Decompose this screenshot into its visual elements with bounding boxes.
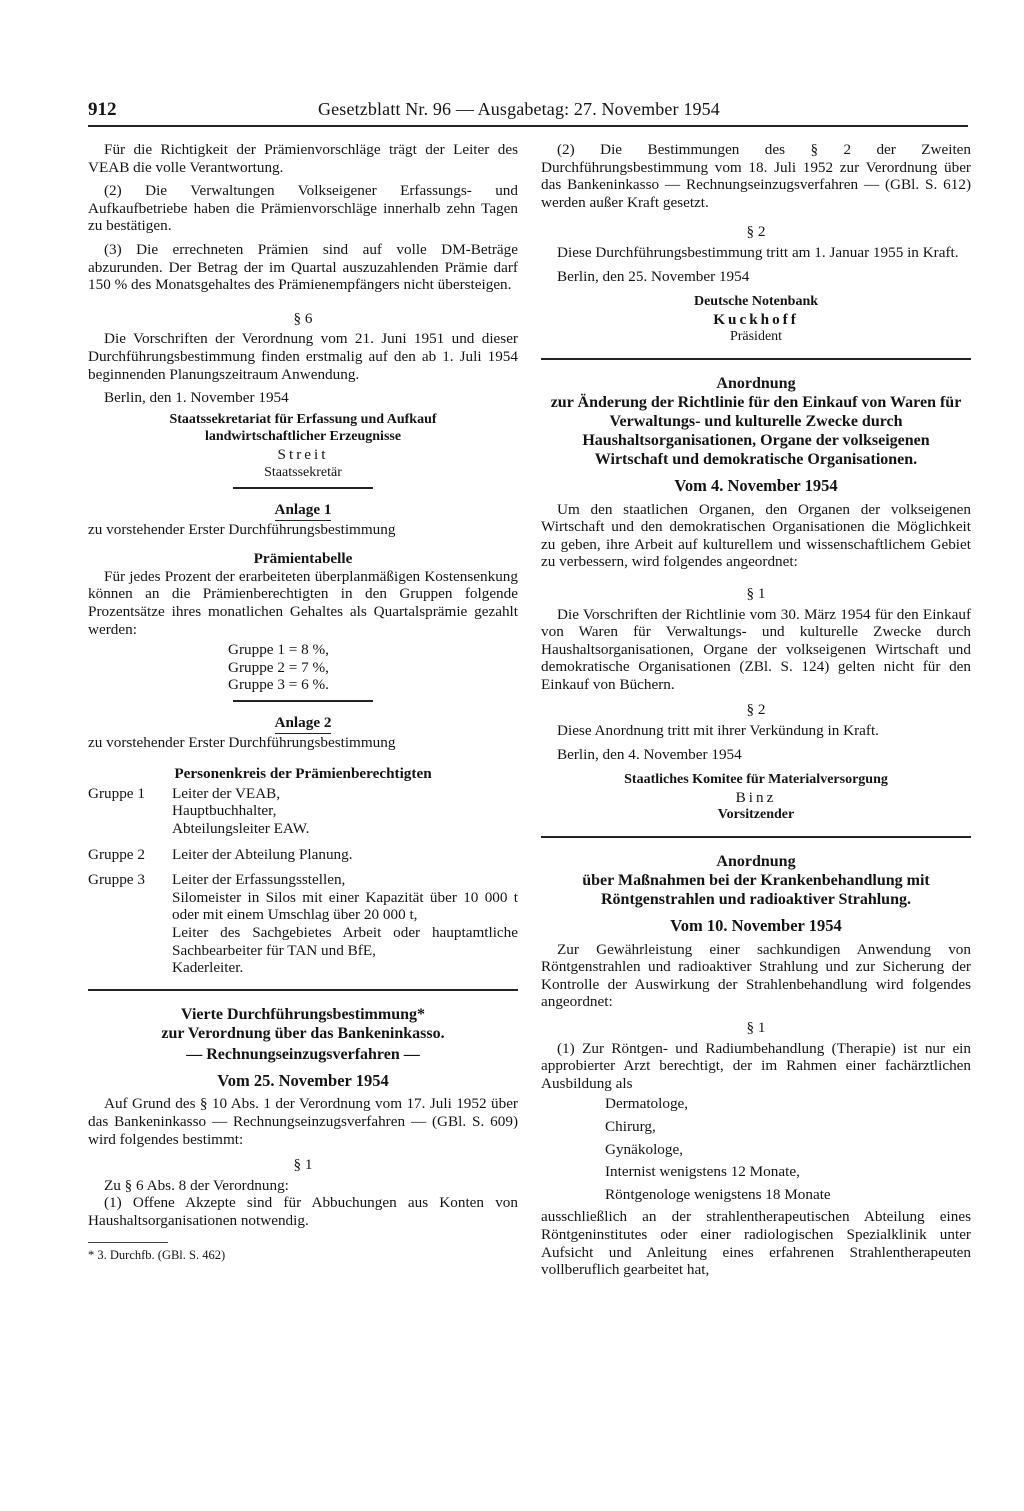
left-column xyxy=(88,141,518,1264)
section-heading: § 1 xyxy=(746,1019,766,1036)
place-date: Berlin, den 25. November 1954 xyxy=(557,267,750,285)
paragraph: (1) Offene Akzepte sind für Abbuchungen aus Konten von Haushaltsorganisationen notwendig. xyxy=(88,1194,518,1229)
section-heading: § 1 xyxy=(293,1156,313,1174)
group-member: Kaderleiter. xyxy=(172,959,244,977)
paragraph: (3) Die errechneten Prämien sind auf volle DM-Beträge abzurunden. Der Betrag der im Quartal auszuzahlenden Prämie darf 150 % des Monatsgehaltes des Prämienempfängers nicht übersteigen. xyxy=(88,240,518,294)
paragraph: Um den staatlichen Organen, den Organen der volkseigenen Wirtschaft und den demokratischen Organisationen die Möglichkeit zu geben, ihre Arbeit auf kulturellem und wissenschaftlichem Gebiet zu verbessern, wird folgendes angeordnet: xyxy=(541,500,971,571)
ordinance-subject: zur Änderung der Richtlinie für den Einkauf von Waren für Verwaltungs- und kulturelle Zwecke durch Haushaltsorganisationen, Organe der volkseigenen Wirtschaft und demokratische Organisationen. xyxy=(550,393,962,468)
group-member: Abteilungsleiter EAW. xyxy=(172,820,310,837)
issuing-authority: Deutsche Notenbank xyxy=(693,294,819,310)
paragraph: ausschließlich an der strahlentherapeutischen Abteilung eines Röntgeninstitutes oder einer radiologischen Spezialklinik unter Aufsicht und Anleitung eines erfahrenen Strahlentherapeuten vollberuflich gearbeitet hat, xyxy=(541,1208,971,1279)
list-item: Internist wenigstens 12 Monate, xyxy=(605,1163,800,1181)
issuing-authority: Staatliches Komitee für Materialversorgung xyxy=(624,772,888,788)
signer-name: Kuckhoff xyxy=(713,310,799,328)
paragraph: Die Vorschriften der Verordnung vom 21. Juni 1951 und dieser Durchführungsbestimmung finden erstmalig auf den ab 1. Juli 1954 beginnenden Planungszeitraum Anwendung. xyxy=(88,330,518,383)
rate-row: Gruppe 2 = 7 %, xyxy=(228,658,329,676)
annex-reference: zu vorstehender Erster Durchführungsbestimmung xyxy=(88,520,396,538)
ordinance-subject: über Maßnahmen bei der Krankenbehandlung mit Röntgenstrahlen und radioaktiver Strahlung. xyxy=(582,872,930,909)
footnote-divider xyxy=(88,1242,168,1243)
group-member: Leiter der VEAB, xyxy=(172,784,281,802)
rate-row: Gruppe 1 = 8 %, xyxy=(228,641,329,659)
section-heading: § 2 xyxy=(746,701,766,719)
paragraph: Zu § 6 Abs. 8 der Verordnung: xyxy=(104,1176,289,1194)
list-item: Chirurg, xyxy=(605,1117,656,1135)
ordinance-date: Vom 4. November 1954 xyxy=(674,475,838,495)
signer-title: Vorsitzender xyxy=(717,807,795,823)
divider xyxy=(541,358,971,360)
paragraph: Für jedes Prozent der erarbeiteten überplanmäßigen Kostensenkung können an die Prämienberechtigten in den Gruppen folgende Prozentsätze ihres monatlichen Gehaltes als Quartalsprämie gezahlt werden: xyxy=(88,567,518,638)
decree-title: Vierte Durchführungsbestimmung* xyxy=(180,1005,425,1023)
divider xyxy=(233,487,373,489)
section-heading: § 2 xyxy=(746,223,766,241)
rate-row: Gruppe 3 = 6 %. xyxy=(228,676,329,694)
right-column xyxy=(541,141,971,1279)
paragraph: (2) Die Verwaltungen Volkseigener Erfassungs- und Aufkaufbetriebe haben die Prämienvorschläge innerhalb zehn Tagen zu bestätigen. xyxy=(88,182,518,235)
paragraph: (1) Zur Röntgen- und Radiumbehandlung (Therapie) ist nur ein approbierter Arzt berechtigt, der im Rahmen einer fachärztlichen Ausbildung als xyxy=(541,1039,971,1092)
ordinance-date: Vom 10. November 1954 xyxy=(670,916,842,936)
group-member: Leiter des Sachgebietes Arbeit oder hauptamtliche Sachbearbeiter für TAN und BfE, xyxy=(172,923,518,959)
section-heading: § 6 xyxy=(293,309,313,327)
divider xyxy=(88,989,518,991)
paragraph: Diese Anordnung tritt mit ihrer Verkündung in Kraft. xyxy=(557,722,879,740)
list-item: Gynäkologe, xyxy=(605,1140,684,1158)
signer-title: Präsident xyxy=(729,329,783,345)
group-label: Gruppe 2 xyxy=(88,845,145,863)
annex-title: Anlage 1 xyxy=(275,501,332,521)
issuing-authority: landwirtschaftlicher Erzeugnisse xyxy=(204,429,402,445)
paragraph: Die Vorschriften der Richtlinie vom 30. März 1954 für den Einkauf von Waren für Verwaltungs- und kulturelle Zwecke durch Haushaltsorganisationen, Organe der volkseigenen Wirtschaft und demokratische Organisationen (ZBl. S. 124) gelten nicht für den Einkauf von Büchern. xyxy=(541,605,971,693)
group-label: Gruppe 3 xyxy=(88,871,145,889)
specialty-list xyxy=(605,1095,971,1203)
list-item: Dermatologe, xyxy=(605,1095,689,1113)
ordinance-title: Anordnung xyxy=(716,374,796,392)
group-entry xyxy=(88,871,518,977)
paragraph: Diese Durchführungsbestimmung tritt am 1. Januar 1955 in Kraft. xyxy=(557,243,959,261)
paragraph: Für die Richtigkeit der Prämienvorschläge trägt der Leiter des VEAB die volle Verantwortung. xyxy=(88,141,518,176)
header-title: Gesetzblatt Nr. 96 — Ausgabetag: 27. November 1954 xyxy=(318,99,720,119)
signer-name: Binz xyxy=(735,788,777,806)
section-heading: § 1 xyxy=(746,584,766,602)
annex-reference: zu vorstehender Erster Durchführungsbestimmung xyxy=(88,733,396,751)
annex-subtitle: Prämientabelle xyxy=(253,550,353,568)
group-entry xyxy=(88,846,518,864)
issuing-authority: Staatssekretariat für Erfassung und Aufkauf xyxy=(169,411,437,427)
ordinance-title: Anordnung xyxy=(716,853,796,871)
page-number: 912 xyxy=(88,99,117,120)
group-member: Silomeister in Silos mit einer Kapazität über 10 000 t oder mit einem Umschlag über 20 000 t, xyxy=(172,888,518,924)
group-member: Hauptbuchhalter, xyxy=(172,802,277,820)
group-member: Leiter der Erfassungsstellen, xyxy=(172,871,346,889)
decree-subtitle: — Rechnungseinzugsverfahren — xyxy=(186,1045,420,1063)
paragraph: (2) Die Bestimmungen des § 2 der Zweiten Durchführungsbestimmung vom 18. Juli 1952 zur Verordnung über das Bankeninkasso — Rechnungseinzugsverfahren — (GBl. S. 612) werden außer Kraft gesetzt. xyxy=(541,141,971,211)
place-date: Berlin, den 4. November 1954 xyxy=(557,745,742,763)
annex-subtitle: Personenkreis der Prämienberechtigten xyxy=(174,765,432,783)
footnote: * 3. Durchfb. (GBl. S. 462) xyxy=(88,1247,226,1262)
divider xyxy=(233,700,373,702)
decree-title: zur Verordnung über das Bankeninkasso. xyxy=(161,1024,445,1042)
signer-name: Streit xyxy=(277,445,329,463)
group-label: Gruppe 1 xyxy=(88,784,145,802)
page-header xyxy=(88,99,968,127)
paragraph: Auf Grund des § 10 Abs. 1 der Verordnung vom 17. Juli 1952 über das Bankeninkasso — Rechnungseinzugsverfahren — (GBl. S. 609) wird folgendes bestimmt: xyxy=(88,1095,518,1148)
place-date: Berlin, den 1. November 1954 xyxy=(104,389,289,407)
premium-rate-table xyxy=(228,641,518,694)
divider xyxy=(541,836,971,838)
paragraph: Zur Gewährleistung einer sachkundigen Anwendung von Röntgenstrahlen und radioaktiver Strahlung und zur Sicherung der Kontrolle der Auswirkung der Strahlenbehandlung wird folgendes angeordnet: xyxy=(541,940,971,1011)
decree-date: Vom 25. November 1954 xyxy=(217,1070,389,1090)
group-member: Leiter der Abteilung Planung. xyxy=(172,845,353,863)
annex-title: Anlage 2 xyxy=(275,714,332,734)
group-entry xyxy=(88,785,518,838)
signer-title: Staatssekretär xyxy=(264,464,342,480)
list-item: Röntgenologe wenigstens 18 Monate xyxy=(605,1185,831,1203)
